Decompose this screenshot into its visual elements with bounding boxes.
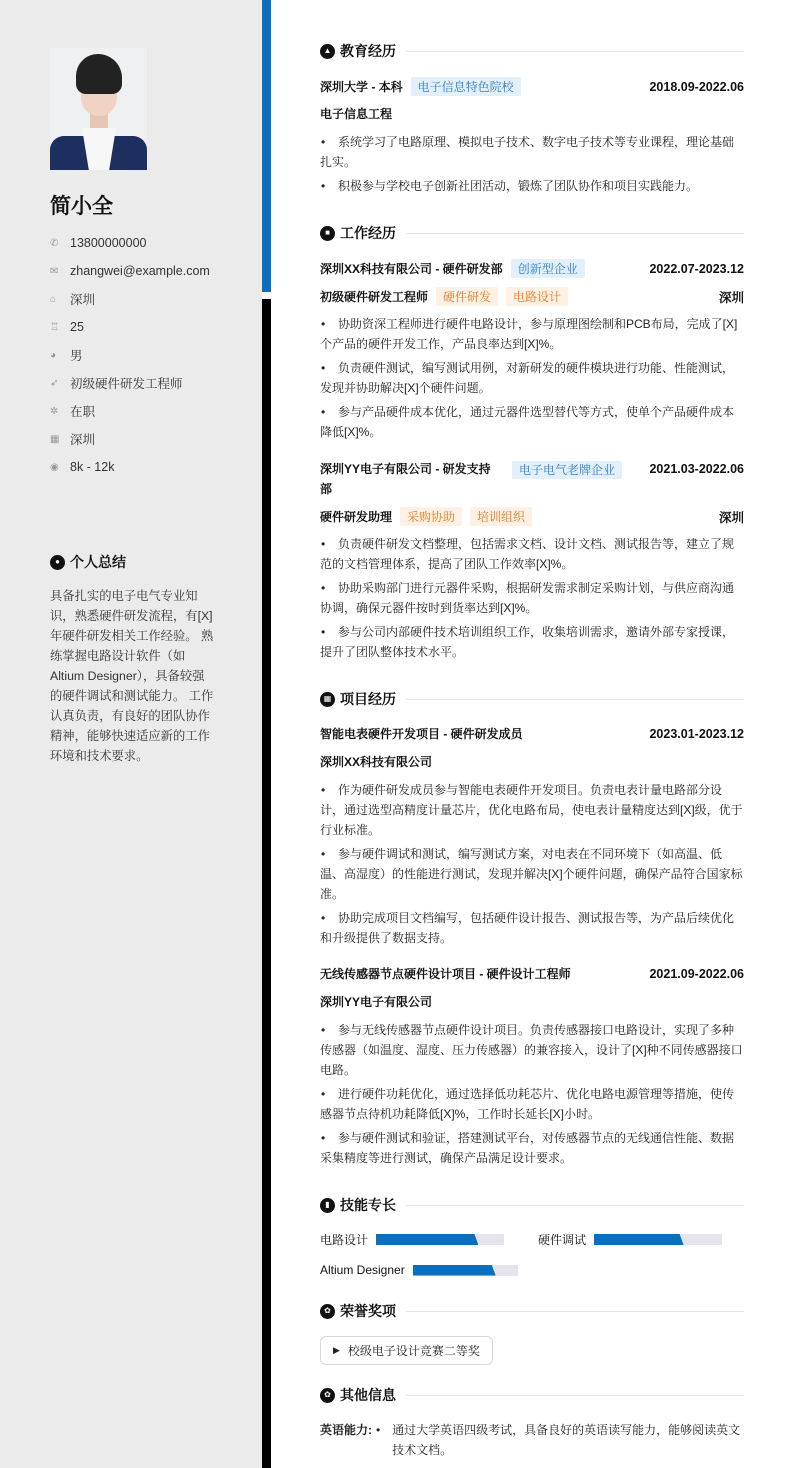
summary-text: 具备扎实的电子电气专业知识，熟悉硬件研发流程，有[X]年硬件研发相关工作经验。 熟练掌握电路设计软件（如Altium Designer），具备较强的硬件调试和测试能力。 工作认真负责，有良好的团队协作精神，能够快速适应新的工作环境和技术要求。 [50,589,214,763]
mail-icon: ✉ [50,265,59,277]
role-tag: 培训组织 [470,507,532,526]
award-item[interactable]: ▶ 校级电子设计竞赛二等奖 [320,1336,493,1365]
work-1-bullets: • 负责硬件研发文档整理，包括需求文档、设计文档、测试报告等，建立了规范的文档管理体系，提高了团队工作效率[X]%。 • 协助采购部门进行元器件采购，根据研发需求制定采购计划，与供应商沟通协调，确保元器件按时到货率达到[X]%。 • 参与公司内部硬件技术培训组织工作，收集培训需求，邀请外部专家授课，提升了团队整体技术水平。 [320,534,744,666]
role-tag: 电路设计 [506,287,568,306]
school-tag: 电子信息特色院校 [411,77,521,96]
chart-icon: ▮ [320,1198,335,1213]
project-1-row: 无线传感器节点硬件设计项目 - 硬件设计工程师 2021.09-2022.06 [320,966,744,981]
grid-icon: ▦ [320,692,335,707]
project-1-bullets: • 参与无线传感器节点硬件设计项目。负责传感器接口电路设计，实现了多种传感器（如温度、湿度、压力传感器）的兼容接入，设计了[X]种不同传感器接口电路。 • 进行硬件功耗优化，通过选择低功耗芯片、优化电路电源管理等措施，使传感器节点待机功耗降低[X]%，工作时长延长[X]小时。 • 参与硬件测试和验证，搭建测试平台，对传感器节点的无线通信性能、数据采集精度等进行测试，确保产品满足设计要求。 [320,1020,744,1172]
sidebar [0,0,262,1468]
project-0-bullets: • 作为硬件研发成员参与智能电表硬件开发项目。负责电表计量电路部分设计，通过选型高精度计量芯片，优化电路布局，使电表计量精度达到[X]级，优于行业标准。 • 参与硬件调试和测试，编写测试方案，对电表在不同环境下（如高温、低温、高湿度）的性能进行测试，发现并解决[X]个硬件问题，确保产品符合国家标准。 • 协助完成项目文档编写，包括硬件设计报告、测试报告等，为产品后续优化和升级提供了数据支持。 [320,780,744,952]
info-phone: ✆ 13800000000 [50,236,147,250]
education-bullets: • 系统学习了电路原理、模拟电子技术、数字电子技术等专业课程，理论基础扎实。 • 积极参与学校电子创新社团活动，锻炼了团队协作和项目实践能力。 [320,132,744,200]
project-0-row: 智能电表硬件开发项目 - 硬件研发成员 2023.01-2023.12 [320,726,744,741]
project-1-company: 深圳YY电子有限公司 [320,995,433,1009]
company-tag: 创新型企业 [511,259,585,278]
accent-bar-black [262,299,271,1468]
info-target-role: ➶ 初级硬件研发工程师 [50,377,183,391]
building-icon: ▦ [50,433,60,445]
status-icon: ✲ [50,405,59,417]
contact-info-list [50,229,210,481]
briefcase-icon: ■ [320,226,335,241]
skill-bar [594,1234,722,1245]
user-icon: ● [50,555,65,570]
home-icon: ⌂ [50,293,57,305]
info-gender: ◕ 男 [50,349,83,363]
skill-item: 硬件调试 [538,1231,722,1248]
education-major: 电子信息工程 [320,107,393,121]
section-skills-heading: ▮ 技能专长 [320,1195,744,1215]
section-projects-heading: ▦ 项目经历 [320,689,744,709]
summary-heading: ● 个人总结 [50,552,126,572]
section-work-heading: ■ 工作经历 [320,223,744,243]
section-education-heading: ▲ 教育经历 [320,41,744,61]
other-english: 英语能力: • 通过大学英语四级考试，具备良好的英语读写能力，能够阅读英文技术文档。 [320,1423,741,1457]
salary-icon: ◉ [50,461,59,473]
graduation-cap-icon: ▲ [320,44,335,59]
info-status: ✲ 在职 [50,405,96,419]
section-other-heading: ✿ 其他信息 [320,1385,744,1405]
accent-bar-blue [262,0,271,292]
education-row: 深圳大学 - 本科 电子信息特色院校 2018.09-2022.06 [320,77,744,96]
info-age: ♖ 25 [50,320,84,334]
project-0-company: 深圳XX科技有限公司 [320,755,433,769]
skill-bar [413,1265,518,1276]
role-tag: 硬件研发 [436,287,498,306]
info-target-city: ▦ 深圳 [50,433,96,447]
age-icon: ♖ [50,321,59,333]
company-tag: 电子电气老牌企业 [512,461,622,479]
work-1-role-row: 硬件研发助理 采购协助 培训组织 深圳 [320,507,744,526]
work-0-role-row: 初级硬件研发工程师 硬件研发 电路设计 深圳 [320,287,744,306]
skill-bar [376,1234,504,1245]
play-triangle-icon: ▶ [333,1345,340,1355]
work-1-row: 深圳YY电子有限公司 - 研发支持部 电子电气老牌企业 2021.03-2022.06 [320,462,744,496]
send-icon: ➶ [50,377,59,389]
candidate-name: 简小全 [50,195,113,218]
skill-item: 电路设计 [320,1231,504,1248]
section-awards-heading: ✿ 荣誉奖项 [320,1301,744,1321]
skill-item: Altium Designer [320,1263,518,1277]
info-icon: ✿ [320,1388,335,1403]
info-salary: ◉ 8k - 12k [50,460,115,474]
gender-icon: ◕ [50,349,57,361]
phone-icon: ✆ [50,237,59,249]
work-0-bullets: • 协助资深工程师进行硬件电路设计，参与原理图绘制和PCB布局，完成了[X]个产品的硬件开发工作，产品良率达到[X]%。 • 负责硬件测试，编写测试用例，对新研发的硬件模块进行功能、性能测试，发现并协助解决[X]个硬件问题。 • 参与产品硬件成本优化，通过元器件选型替代等方式，使单个产品硬件成本降低[X]%。 [320,314,744,446]
avatar-photo [50,48,147,170]
work-0-row: 深圳XX科技有限公司 - 硬件研发部 创新型企业 2022.07-2023.12 [320,259,744,278]
info-location: ⌂ 深圳 [50,293,96,307]
info-email: ✉ zhangwei@example.com [50,264,210,278]
award-icon: ✿ [320,1304,335,1319]
role-tag: 采购协助 [400,507,462,526]
